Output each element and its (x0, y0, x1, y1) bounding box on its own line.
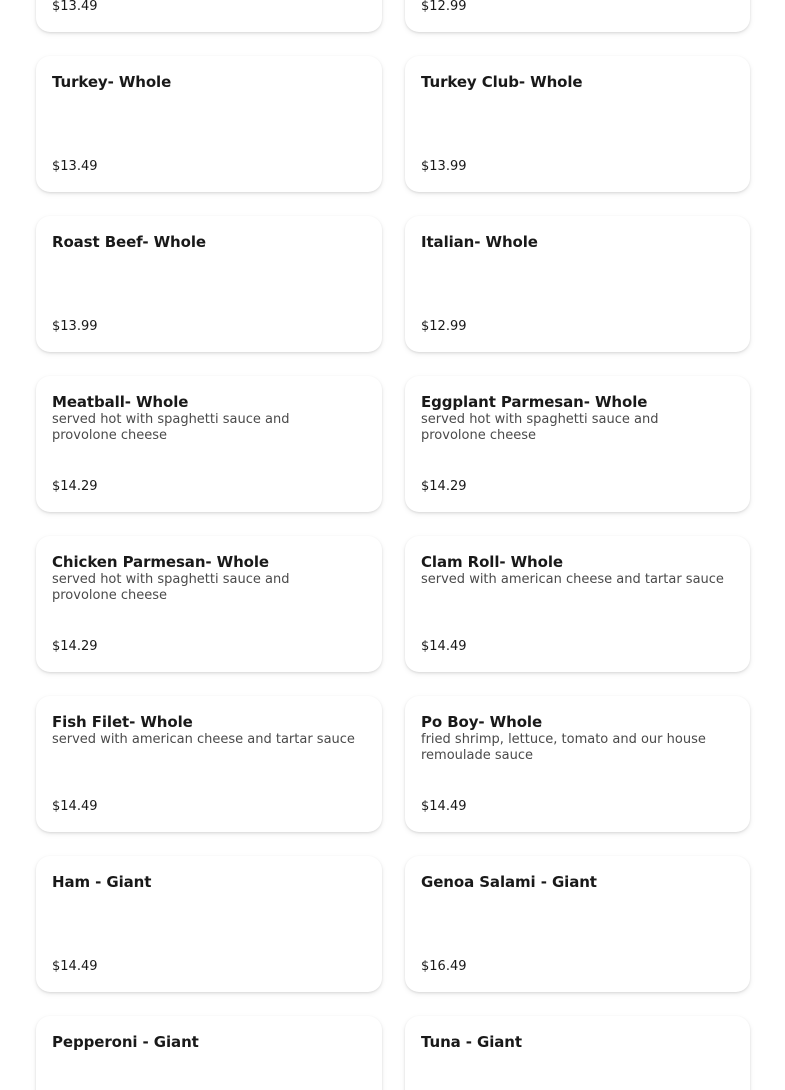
menu-item-price: $14.29 (52, 479, 98, 494)
menu-item-card[interactable] (405, 1016, 750, 1090)
menu-item-card[interactable] (36, 1016, 382, 1090)
menu-item-price: $14.49 (421, 799, 467, 814)
menu-item-name: Tuna - Giant (421, 1033, 522, 1051)
menu-item-price: $14.29 (52, 639, 98, 654)
menu-item-price: $14.49 (421, 639, 467, 654)
menu-item-name: Fish Filet- Whole (52, 713, 193, 731)
menu-item-grid (36, 0, 750, 1090)
menu-item-name: Chicken Parmesan- Whole (52, 553, 270, 571)
menu-item-card[interactable] (36, 536, 382, 672)
menu-item-card[interactable] (36, 856, 382, 992)
menu-item-card[interactable] (36, 56, 382, 192)
menu-item-name: Turkey- Whole (52, 73, 172, 91)
menu-item-name: Po Boy- Whole (421, 713, 543, 731)
menu-item-name: Eggplant Parmesan- Whole (421, 393, 648, 411)
menu-item-name: Roast Beef- Whole (52, 233, 206, 251)
menu-item-name: Genoa Salami - Giant (421, 873, 597, 891)
menu-item-description: served with american cheese and tartar sauce (52, 732, 355, 747)
menu-item-description: served with american cheese and tartar sauce (421, 572, 724, 587)
menu-item-price: $12.99 (421, 0, 467, 14)
menu-item-name: Turkey Club- Whole (421, 73, 583, 91)
menu-item-price: $13.49 (52, 159, 98, 174)
menu-item-card[interactable] (405, 376, 750, 512)
menu-item-price: $14.29 (421, 479, 467, 494)
menu-item-card[interactable] (405, 56, 750, 192)
menu-item-card[interactable] (405, 856, 750, 992)
menu-item-name: Meatball- Whole (52, 393, 189, 411)
menu-item-price: $12.99 (421, 319, 467, 334)
menu-item-price: $13.99 (421, 159, 467, 174)
menu-item-price: $16.49 (421, 959, 467, 974)
menu-item-card[interactable] (36, 376, 382, 512)
menu-item-card[interactable] (36, 696, 382, 832)
menu-item-price: $13.99 (52, 319, 98, 334)
menu-item-description: served hot with spaghetti sauce and provolone cheese (52, 572, 290, 603)
menu-item-card[interactable] (36, 0, 382, 32)
menu-item-card[interactable] (405, 216, 750, 352)
menu-item-price: $14.49 (52, 799, 98, 814)
menu-item-card[interactable] (405, 696, 750, 832)
menu-item-name: Clam Roll- Whole (421, 553, 563, 571)
menu-item-price: $14.49 (52, 959, 98, 974)
menu-item-name: Pepperoni - Giant (52, 1033, 199, 1051)
menu-item-name: Ham - Giant (52, 873, 152, 891)
menu-item-description: served hot with spaghetti sauce and provolone cheese (52, 412, 290, 443)
menu-item-name: Italian- Whole (421, 233, 538, 251)
menu-item-card[interactable] (36, 216, 382, 352)
menu-item-card[interactable] (405, 0, 750, 32)
menu-item-card[interactable] (405, 536, 750, 672)
menu-item-description: fried shrimp, lettuce, tomato and our house remoulade sauce (421, 732, 706, 763)
menu-item-price: $13.49 (52, 0, 98, 14)
menu-item-description: served hot with spaghetti sauce and provolone cheese (421, 412, 659, 443)
